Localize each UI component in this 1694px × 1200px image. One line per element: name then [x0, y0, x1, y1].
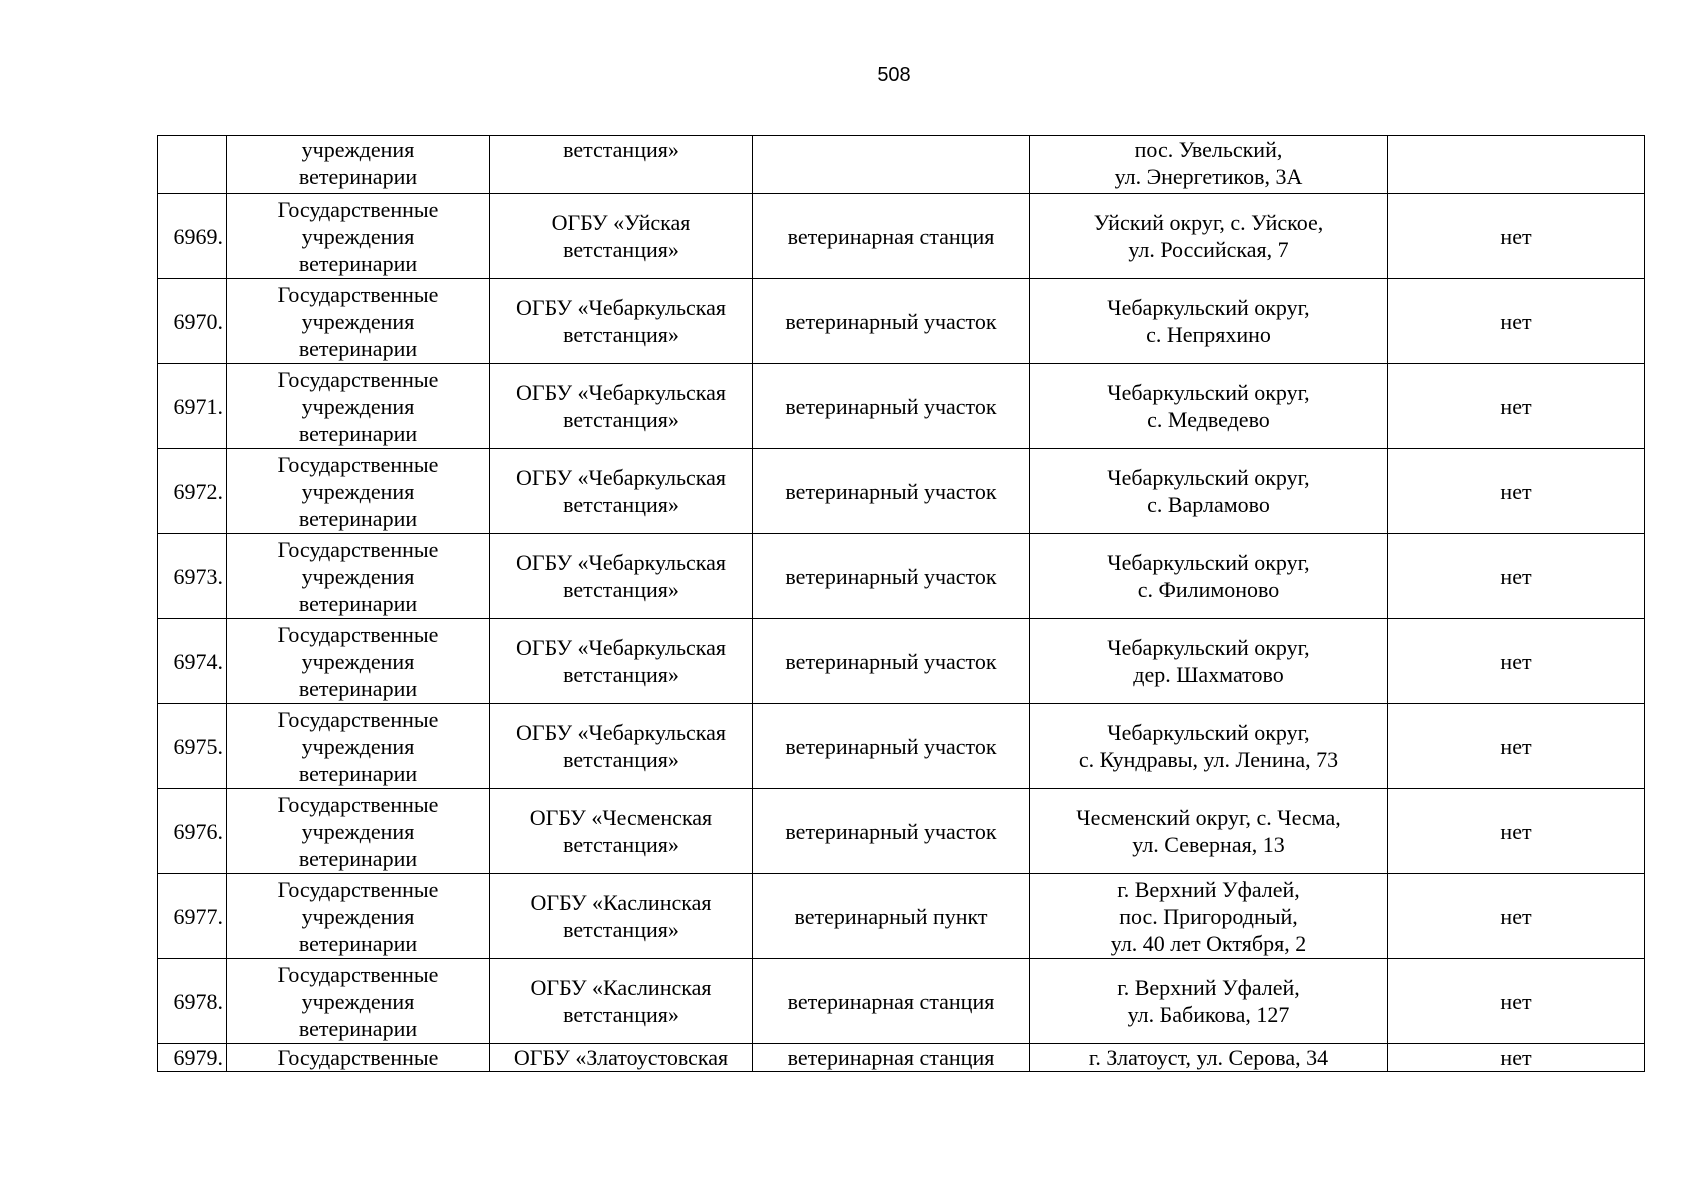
table-body	[158, 136, 1645, 1072]
facility-type-cell: ветеринарный участок	[753, 704, 1030, 789]
row-number: 6976.	[158, 789, 227, 874]
note-cell: нет	[1388, 194, 1645, 279]
note-cell: нет	[1388, 959, 1645, 1044]
facility-type-cell: ветеринарный участок	[753, 534, 1030, 619]
table-row	[158, 1044, 1645, 1072]
facility-type-cell: ветеринарная станция	[753, 959, 1030, 1044]
row-number: 6970.	[158, 279, 227, 364]
row-number: 6972.	[158, 449, 227, 534]
address-cell: Чебаркульский округ, с. Кундравы, ул. Ленина, 73	[1030, 704, 1388, 789]
registry-table	[157, 135, 1645, 1072]
facility-type-cell: ветеринарный участок	[753, 619, 1030, 704]
address-cell: Чебаркульский округ, с. Филимоново	[1030, 534, 1388, 619]
table-row	[158, 194, 1645, 279]
category-cell: Государственные учреждения ветеринарии	[227, 194, 490, 279]
address-cell: Чебаркульский округ, с. Варламово	[1030, 449, 1388, 534]
organization-cell: ОГБУ «Чебаркульская ветстанция»	[490, 534, 753, 619]
table-row	[158, 136, 1645, 194]
category-cell: Государственные учреждения ветеринарии	[227, 534, 490, 619]
facility-type-cell	[753, 136, 1030, 194]
note-cell: нет	[1388, 874, 1645, 959]
category-cell: Государственные учреждения ветеринарии	[227, 959, 490, 1044]
row-number: 6978.	[158, 959, 227, 1044]
note-cell: нет	[1388, 449, 1645, 534]
organization-cell: ОГБУ «Чебаркульская ветстанция»	[490, 364, 753, 449]
row-number: 6977.	[158, 874, 227, 959]
facility-type-cell: ветеринарная станция	[753, 1044, 1030, 1072]
address-cell: пос. Увельский, ул. Энергетиков, 3А	[1030, 136, 1388, 194]
table-row	[158, 449, 1645, 534]
address-cell: г. Златоуст, ул. Серова, 34	[1030, 1044, 1388, 1072]
address-cell: Уйский округ, с. Уйское, ул. Российская, 7	[1030, 194, 1388, 279]
organization-cell: ОГБУ «Чесменская ветстанция»	[490, 789, 753, 874]
category-cell: Государственные	[227, 1044, 490, 1072]
note-cell: нет	[1388, 704, 1645, 789]
address-cell: Чебаркульский округ, с. Непряхино	[1030, 279, 1388, 364]
facility-type-cell: ветеринарная станция	[753, 194, 1030, 279]
organization-cell: ОГБУ «Чебаркульская ветстанция»	[490, 449, 753, 534]
table-row	[158, 704, 1645, 789]
organization-cell: ОГБУ «Златоустовская	[490, 1044, 753, 1072]
organization-cell: ветстанция»	[490, 136, 753, 194]
facility-type-cell: ветеринарный участок	[753, 364, 1030, 449]
category-cell: Государственные учреждения ветеринарии	[227, 364, 490, 449]
row-number: 6974.	[158, 619, 227, 704]
note-cell: нет	[1388, 1044, 1645, 1072]
row-number: 6979.	[158, 1044, 227, 1072]
page-number: 508	[877, 64, 911, 86]
organization-cell: ОГБУ «Уйская ветстанция»	[490, 194, 753, 279]
row-number	[158, 136, 227, 194]
organization-cell: ОГБУ «Каслинская ветстанция»	[490, 874, 753, 959]
organization-cell: ОГБУ «Каслинская ветстанция»	[490, 959, 753, 1044]
row-number: 6973.	[158, 534, 227, 619]
category-cell: Государственные учреждения ветеринарии	[227, 704, 490, 789]
category-cell: Государственные учреждения ветеринарии	[227, 874, 490, 959]
organization-cell: ОГБУ «Чебаркульская ветстанция»	[490, 704, 753, 789]
note-cell: нет	[1388, 789, 1645, 874]
address-cell: Чесменский округ, с. Чесма, ул. Северная, 13	[1030, 789, 1388, 874]
note-cell: нет	[1388, 364, 1645, 449]
row-number: 6975.	[158, 704, 227, 789]
category-cell: Государственные учреждения ветеринарии	[227, 789, 490, 874]
table-row	[158, 789, 1645, 874]
table-row	[158, 364, 1645, 449]
row-number: 6969.	[158, 194, 227, 279]
note-cell: нет	[1388, 279, 1645, 364]
facility-type-cell: ветеринарный участок	[753, 279, 1030, 364]
organization-cell: ОГБУ «Чебаркульская ветстанция»	[490, 279, 753, 364]
category-cell: Государственные учреждения ветеринарии	[227, 279, 490, 364]
organization-cell: ОГБУ «Чебаркульская ветстанция»	[490, 619, 753, 704]
category-cell: Государственные учреждения ветеринарии	[227, 619, 490, 704]
table-row	[158, 959, 1645, 1044]
address-cell: Чебаркульский округ, дер. Шахматово	[1030, 619, 1388, 704]
note-cell: нет	[1388, 619, 1645, 704]
category-cell: учреждения ветеринарии	[227, 136, 490, 194]
category-cell: Государственные учреждения ветеринарии	[227, 449, 490, 534]
table-row	[158, 534, 1645, 619]
note-cell: нет	[1388, 534, 1645, 619]
address-cell: г. Верхний Уфалей, ул. Бабикова, 127	[1030, 959, 1388, 1044]
row-number: 6971.	[158, 364, 227, 449]
table-row	[158, 874, 1645, 959]
table-row	[158, 279, 1645, 364]
note-cell	[1388, 136, 1645, 194]
facility-type-cell: ветеринарный участок	[753, 789, 1030, 874]
address-cell: Чебаркульский округ, с. Медведево	[1030, 364, 1388, 449]
address-cell: г. Верхний Уфалей, пос. Пригородный, ул. 40 лет Октября, 2	[1030, 874, 1388, 959]
facility-type-cell: ветеринарный пункт	[753, 874, 1030, 959]
table-row	[158, 619, 1645, 704]
facility-type-cell: ветеринарный участок	[753, 449, 1030, 534]
